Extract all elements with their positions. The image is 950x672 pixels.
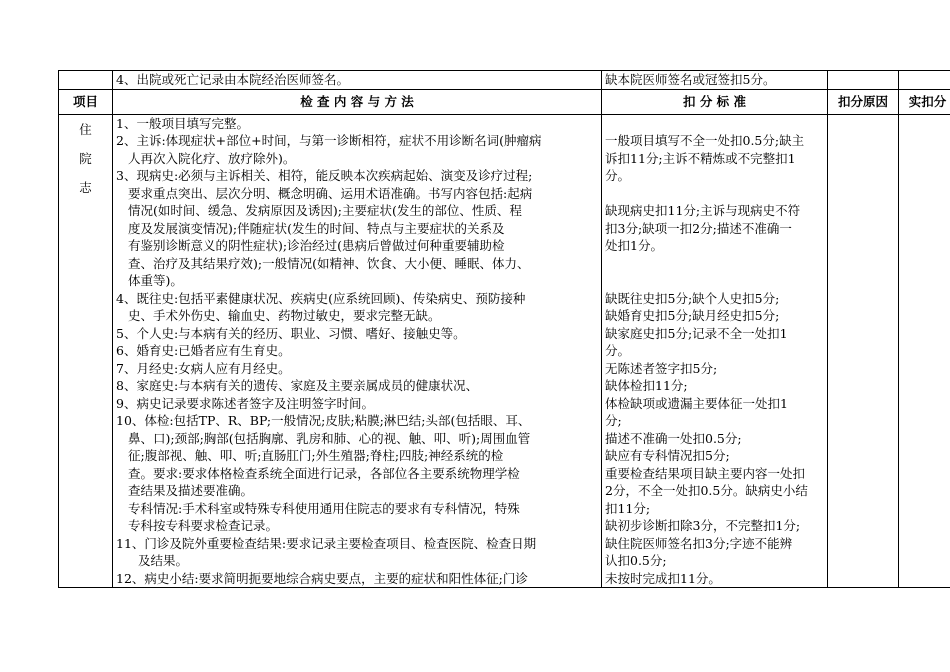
standard-line: 缺家庭史扣5分;记录不全一处扣1 xyxy=(605,325,788,341)
content-line: 度及发展演变情况);伴随症状(发生的时间、特点与主要症状的关系及 xyxy=(128,220,505,236)
content-line: 10、体检:包括TP、R、BP;一般情况;皮肤;粘膜;淋巴结;头部(包括眼、耳、 xyxy=(116,413,531,428)
standard-line: 重要检查结果项目缺主要内容一处扣 xyxy=(605,465,806,481)
content-line: 8、家庭史:与本病有关的遗传、家庭及主要亲属成员的健康状况、 xyxy=(116,378,479,393)
previous-section-row xyxy=(59,71,950,90)
standard-line: 处扣1分。 xyxy=(605,238,663,253)
content-cell xyxy=(113,114,602,588)
content-line: 情况(如时间、缓急、发病原因及诱因);主要症状(发生的部位、性质、程 xyxy=(128,203,522,218)
standard-line: 诉扣11分;主诉不精炼或不完整扣1 xyxy=(605,150,796,166)
header-reason: 扣分原因 xyxy=(828,89,899,114)
admission-record-row xyxy=(59,114,950,588)
content-line: 2、主诉:体现症状+部位+时间，与第一诊断相符，症状不用诊断名词(肿瘤病 xyxy=(116,133,542,148)
standard-line: 未按时完成扣11分。 xyxy=(605,570,721,586)
deduction-reason-cell[interactable] xyxy=(828,114,899,588)
standard-line: 缺住院医师签名扣3分;字迹不能辨 xyxy=(605,535,793,551)
content-line: 1、一般项目填写完整。 xyxy=(116,115,249,131)
actual-deduction-cell[interactable] xyxy=(899,114,950,588)
content-line: 7、月经史:女病人应有月经史。 xyxy=(116,360,291,376)
content-line: 体重等)。 xyxy=(128,273,183,288)
item-name-cell xyxy=(59,114,113,588)
standard-cell xyxy=(602,114,828,588)
item-char: 志 xyxy=(79,179,92,195)
header-item: 项目 xyxy=(59,89,113,114)
content-line: 6、婚育史:已婚者应有生育史。 xyxy=(116,343,291,358)
standard-line: 缺应有专科情况扣5分; xyxy=(605,448,730,463)
content-line: 及结果。 xyxy=(138,553,189,568)
standard-line: 分。 xyxy=(605,343,631,358)
content-line: 人再次入院化疗、放疗除外)。 xyxy=(128,150,296,166)
content-line: 12、病史小结:要求简明扼要地综合病史要点，主要的症状和阳性体征;门诊 xyxy=(116,570,528,586)
item-char: 院 xyxy=(79,150,92,166)
standard-line: 缺初步诊断扣除3分，不完整扣1分; xyxy=(605,518,801,533)
standard-line: 分。 xyxy=(605,168,631,183)
content-line: 查、治疗及其结果疗效);一般情况(如精神、饮食、大小便、睡眠、体力、 xyxy=(128,255,530,271)
content-line: 5、个人史:与本病有关的经历、职业、习惯、嗜好、接触史等。 xyxy=(116,325,466,341)
standard-line: 无陈述者签字扣5分; xyxy=(605,360,718,376)
item-char: 住 xyxy=(79,121,92,137)
content-line: 9、病史记录要求陈述者签字及注明签字时间。 xyxy=(116,395,374,411)
standard-line: 体检缺项或遗漏主要体征一处扣1 xyxy=(605,395,788,411)
content-line: 要求重点突出、层次分明、概念明确、运用术语准确。书写内容包括:起病 xyxy=(128,185,533,201)
header-row xyxy=(59,89,950,114)
empty-reason-cell xyxy=(828,71,899,90)
empty-item-cell xyxy=(59,71,113,90)
content-line: 4、既往史:包括平素健康状况、疾病史(应系统回顾)、传染病史、预防接种 xyxy=(116,290,526,306)
content-line: 查。要求:要求体格检查系统全面进行记录，各部位各主要系统物理学检 xyxy=(128,465,520,481)
content-line: 11、门诊及院外重要检查结果:要求记录主要检查项目、检查医院、检查日期 xyxy=(116,535,537,551)
standard-line: 缺婚育史扣5分;缺月经史扣5分; xyxy=(605,308,780,323)
previous-content-cell: 4、出院或死亡记录由本院经治医师签名。 xyxy=(113,71,602,90)
standard-line: 缺体检扣11分; xyxy=(605,378,688,393)
standard-line: 一般项目填写不全一处扣0.5分;缺主 xyxy=(605,133,805,148)
standard-line: 缺现病史扣11分;主诉与现病史不符 xyxy=(605,203,801,218)
header-content: 检 查 内 容 与 方 法 xyxy=(113,89,602,114)
content-line: 史、手术外伤史、输血史、药物过敏史，要求完整无缺。 xyxy=(128,308,441,323)
standard-line: 认扣0.5分; xyxy=(605,553,667,568)
content-line: 有鉴别诊断意义的阴性症状);诊治经过(患病后曾做过何种重要辅助检 xyxy=(128,238,505,253)
standard-line: 分; xyxy=(605,413,622,428)
standard-line: 描述不准确一处扣0.5分; xyxy=(605,430,742,446)
standard-line: 扣3分;缺项一扣2分;描述不准确一 xyxy=(605,220,792,236)
previous-deduction-cell: 缺本院医师签名或冠签扣5分。 xyxy=(602,71,828,90)
standard-line: 缺既往史扣5分;缺个人史扣5分; xyxy=(605,290,780,306)
empty-actual-cell xyxy=(899,71,950,90)
content-line: 专科按专科要求检查记录。 xyxy=(128,518,279,533)
content-line: 3、现病史:必须与主诉相关、相符，能反映本次疾病起始、演变及诊疗过程; xyxy=(116,168,533,183)
content-line: 查结果及描述要准确。 xyxy=(128,483,254,498)
inpatient-record-table xyxy=(58,70,950,588)
header-actual: 实扣分 xyxy=(899,89,950,114)
header-standard: 扣 分 标 准 xyxy=(602,89,828,114)
content-line: 征;腹部视、触、叩、听;直肠肛门;外生殖器;脊柱;四肢;神经系统的检 xyxy=(128,448,504,463)
content-line: 鼻、口);颈部;胸部(包括胸廓、乳房和肺、心的视、触、叩、听);周围血管 xyxy=(128,430,531,446)
standard-line: 扣11分; xyxy=(605,500,651,516)
standard-line: 2分，不全一处扣0.5分。缺病史小结 xyxy=(605,483,808,498)
content-line: 专科情况:手术科室或特殊专科使用通用住院志的要求有专科情况，特殊 xyxy=(128,500,520,516)
